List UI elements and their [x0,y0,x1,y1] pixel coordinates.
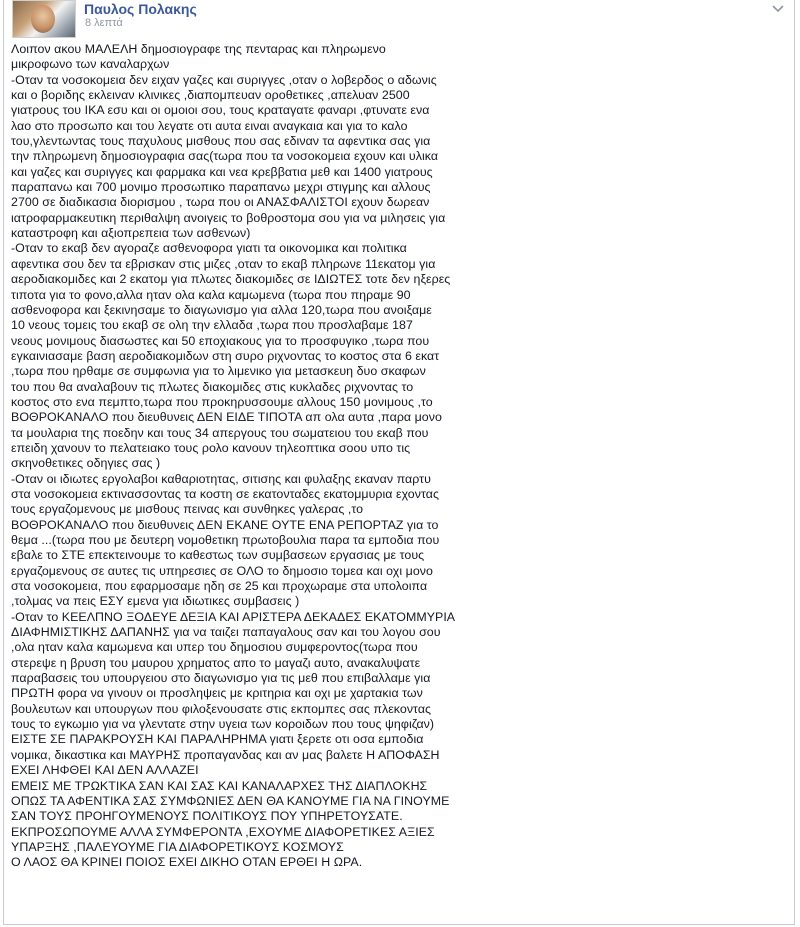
post-line: την πληρωμενη δημοσιογραφια σας(τωρα που τα νοσοκομεια εχουν και υλικα [11,149,439,164]
post-line: αφεντικα σου δεν τα εβρισκαν στις μιζες ,οταν το εκαβ πληρωνε 11εκατομ για [11,256,436,271]
author-name[interactable]: Παυλος Πολακης [84,1,197,17]
post-line: λαο στο προσωπο και του λεγατε οτι αυτα ειναι αναγκαια και για το καλο [11,118,408,133]
post-line: ΒΟΘΡΟΚΑΝΑΛΟ που διευθυνεις ΔΕΝ ΕΚΑΝΕ ΟΥΤΕ ΕΝΑ ΡΕΠΟΡΤΑΖ για το [11,517,439,532]
post-line: μικροφωνο των καναλαρχων [11,57,170,72]
post-line: 10 νεους τομεις του εκαβ σε ολη την ελλαδα ,τωρα που προσλαβαμε 187 [11,318,413,333]
post-line: ,τωρα που ηρθαμε σε συμφωνια για το λιμενικο για μετασκευη δυο σκαφων [11,364,426,379]
post-line: εβαλε το ΣΤΕ επεκτεινουμε το καθεστως των συμβασεων εργασιας με τους [11,548,425,563]
post-line: και γαζες και συριγγες και φαρμακα και νεα κρεββατια μεθ και 1400 γιατρους [11,164,433,179]
post-line: εργαζομενους σε αυτες τις υπηρεσιες σε ΟΛΟ το δημοσιο τομεα και οχι μονο [11,563,433,578]
post-line: παραπανω και 700 μονιμο προσωπικο παραπανω μεχρι στιγμης και αλλους [11,180,431,195]
post-line: 2700 σε διαδικασια διορισμου , τωρα που οι ΑΝΑΣΦΑΛΙΣΤΟΙ εχουν δωρεαν [11,195,430,210]
post-line: τα μουλαρια της ποεδην και τους 34 απεργους του σωματειου του εκαβ που [11,425,429,440]
post-text [11,42,796,871]
post-line: βουλευτων και υπουργων που φιλοξενουσατε στις εκπομπες σας πλεκοντας [11,701,432,716]
post-line: -Οταν τα νοσοκομεια δεν ειχαν γαζες και συριγγες ,οταν ο λοβερδος ο αδωνις [11,72,437,87]
post-line: του που θα αναλαβουν τις πλωτες διακομιδες στις κυκλαδες ριχνοντας το [11,379,414,394]
post-line: ιατροφαρμακευτικη περιθαλψη ανοιγεις το βοθροστομα σου για να μιλησεις για [11,210,446,225]
post-line: σκηνοθετικες οδηγιες σας ) [11,456,161,471]
post-line: του,γλεντωντας τους παχυλους μισθους που σας εδιναν τα αφεντικα σας για [11,134,431,149]
post-card [3,0,795,925]
post-line: Ο ΛΑΟΣ ΘΑ ΚΡΙΝΕΙ ΠΟΙΟΣ ΕΧΕΙ ΔΙΚΗΟ ΟΤΑΝ ΕΡΘΕΙ Η ΩΡΑ. [11,855,363,870]
post-line: ΕΧΕΙ ΛΗΦΘΕΙ ΚΑΙ ΔΕΝ ΑΛΛΑΖΕΙ [11,763,199,778]
author-avatar[interactable] [12,0,76,38]
post-line: στα νοσοκομεια εκτινασσοντας τα κοστη σε εκατονταδες εκατομμυρια εχοντας [11,486,439,501]
post-line: -Οταν οι ιδιωτες εργολαβοι καθαριοτητας, σιτισης και φυλαξης εκαναν παρτυ [11,471,431,486]
post-line: θεμα ...(τωρα που με δευτερη νομοθετικη πρωτοβουλια παρα τα εμποδια που [11,533,440,547]
post-line: -Οταν το ΚΕΕΛΠΝΟ ΞΟΔΕΥΕ ΔΕΞΙΑ ΚΑΙ ΑΡΙΣΤΕΡΑ ΔΕΚΑΔΕΣ ΕΚΑΤΟΜΜΥΡΙΑ [11,609,456,624]
chevron-down-icon[interactable] [770,3,786,15]
post-line: τους το εγκωμιο για να γλεντατε στην υγεια των κοροιδων που τους ψηφιζαν) [11,717,435,732]
post-line: ,ολα ηταν καλα καμωμενα και υπερ του δημοσιου συμφεροντος(τωρα που [11,640,418,655]
post-line: εγκαινιασαμε βαση αεροδιακομιδων στη συρο ριχνοντας το κοστος στα 6 εκατ [11,348,440,363]
post-line: στα νοσοκομεια, που εφαρμοσαμε ηδη σε 25 και προχωραμε στα υπολοιπα [11,579,428,594]
post-line: -Οταν το εκαβ δεν αγοραζε ασθενοφορα γιατι τα οικονομικα και πολιτικα [11,241,407,256]
post-line: ΣΑΝ ΤΟΥΣ ΠΡΟΗΓΟΥΜΕΝΟΥΣ ΠΟΛΙΤΙΚΟΥΣ ΠΟΥ ΥΠΗΡΕΤΟΥΣΑΤΕ. [11,809,403,824]
post-line: ΕΙΣΤΕ ΣΕ ΠΑΡΑΚΡΟΥΣΗ ΚΑΙ ΠΑΡΑΛΗΡΗΜΑ γιατι ξερετε οτι οσα εμποδια [11,732,424,747]
post-line: γιατρους του ΙΚΑ εσυ και οι ομοιοι σου, τους κραταγατε φαναρι ,φτυνατε ενα [11,103,430,118]
post-line: ΠΡΩΤΗ φορα να γινουν οι προσληψεις με κριτηρια και οχι με χαρτακια των [11,686,423,701]
post-line: καταστροφη και αξιοπρεπεια των ασθενων) [11,226,251,241]
post-line: ΕΜΕΙΣ ΜΕ ΤΡΩΚΤΙΚΑ ΣΑΝ ΚΑΙ ΣΑΣ ΚΑΙ ΚΑΝΑΛΑΡΧΕΣ ΤΗΣ ΔΙΑΠΛΟΚΗΣ [11,778,428,793]
post-line: ΕΚΠΡΟΣΩΠΟΥΜΕ ΑΛΛΑ ΣΥΜΦΕΡΟΝΤΑ ,ΕΧΟΥΜΕ ΔΙΑΦΟΡΕΤΙΚΕΣ ΑΞΙΕΣ [11,824,435,839]
post-line: επειδη χανουν το πελατειακο τους ρολο κανουν τηλεοπτικα σοου υπο τις [11,440,411,455]
post-line: αεροδιακομιδες και 2 εκατομ για πλωτες διακομιδες σε ΙΔΙΩΤΕΣ τοτε δεν ηξερες [11,272,451,287]
post-line: ΔΙΑΦΗΜΙΣΤΙΚΗΣ ΔΑΠΑΝΗΣ για να ταιζει παπαγαλους σαν και του λογου σου [11,625,441,640]
post-line: στερεψε η βρυση του μαυρου χρηματος απο το μαγαζι αυτο, ανακαλυψατε [11,655,421,670]
timestamp-text: 8 λεπτά [85,17,123,29]
post-line: τιποτα για το φονο,αλλα ηταν ολα καλα καμωμενα (τωρα που πηραμε 90 [11,287,411,302]
post-line: ΒΟΘΡΟΚΑΝΑΛΟ που διευθυνεις ΔΕΝ ΕΙΔΕ ΤΙΠΟΤΑ απ ολα αυτα ,παρα μονο [11,410,442,425]
post-timestamp[interactable] [85,17,123,29]
post-header [12,0,792,38]
post-line: Λοιπον ακου ΜΑΛΕΛΗ δημοσιογραφε της πενταρας και πληρωμενο [11,42,386,56]
post-line: ,τολμας να πεις ΕΣΥ εμενα για ιδιωτικες συμβασεις ) [11,594,300,609]
post-line: τους εργαζομενους με μισθους πεινας και συνθηκες γαλερας ,το [11,502,364,517]
post-line: παραβασεις του υπουργειου στο διαγωνισμο για τις μεθ που επιβαλλαμε για [11,671,431,686]
post-line: και ο βοριδης εκλειναν κλινικες ,διαπομπευαν οροθετικες ,απελυαν 2500 [11,88,410,103]
post-line: κοστος στο ενα πεμπτο,τωρα που προκηρυσσουμε αλλους 150 μονιμους ,το [11,394,433,409]
post-line: ΟΠΩΣ ΤΑ ΑΦΕΝΤΙΚΑ ΣΑΣ ΣΥΜΦΩΝΙΕΣ ΔΕΝ ΘΑ ΚΑΝΟΥΜΕ ΓΙΑ ΝΑ ΓΙΝΟΥΜΕ [11,793,450,808]
post-line: νομικα, δικαστικα και ΜΑΥΡΗΣ προπαγανδας και αν μας βαλετε Η ΑΠΟΦΑΣΗ [11,747,440,762]
post-line: ΥΠΑΡΞΗΣ ,ΠΑΛΕΥΟΥΜΕ ΓΙΑ ΔΙΑΦΟΡΕΤΙΚΟΥΣ ΚΟΣΜΟΥΣ [11,839,344,854]
post-line: ασθενοφορα και ξεκινησαμε το διαγωνισμο για αλλα 120,τωρα που ανοιξαμε [11,302,432,317]
post-line: νεους μονιμους διασωστες και 50 εποχιακους για το προσφυγικο ,τωρα που [11,333,430,348]
